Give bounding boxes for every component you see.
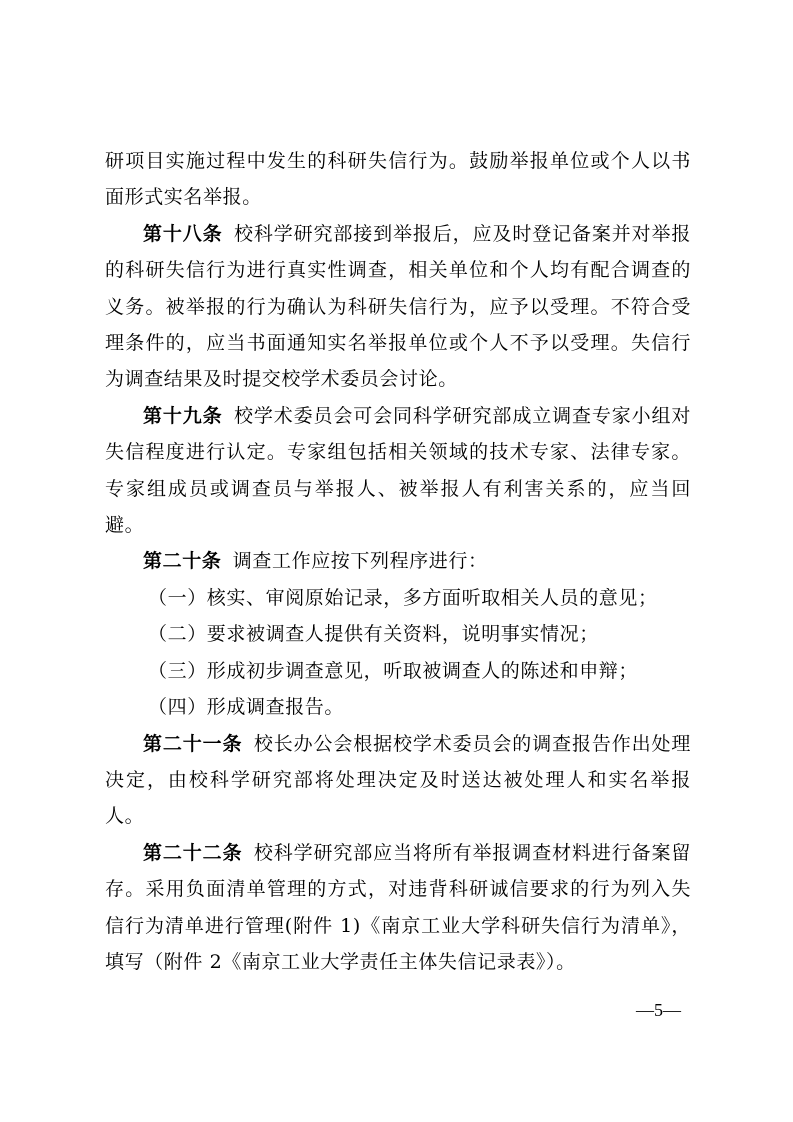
paragraph-article-18 (105, 216, 691, 398)
procedure-item: （四）形成调查报告。 (148, 696, 345, 719)
article-heading: 第十八条 (143, 222, 223, 245)
page-number: —5— (636, 1000, 681, 1020)
paragraph-article-19 (105, 398, 691, 544)
article-heading: 第十九条 (143, 404, 223, 427)
document-body (105, 143, 691, 980)
procedure-item: （一）核实、审阅原始记录，多方面听取相关人员的意见； (148, 586, 658, 609)
paragraph-text: 校科学研究部应当将所有举报调查材料进行备案留存。采用负面清单管理的方式，对违背科研诚信要求的行为列入失信行为清单进行管理(附件 1)《南京工业大学科研失信行为清单》，填写（附件 2《南京工业大学责任主体失信记录表》）。 (105, 841, 691, 973)
paragraph-text: 校长办公会根据校学术委员会的调查报告作出处理决定，由校科学研究部将处理决定及时送达被处理人和实名举报人。 (105, 732, 691, 828)
paragraph-text: 调查工作应按下列程序进行： (232, 550, 488, 573)
procedure-item: （三）形成初步调查意见，听取被调查人的陈述和申辩； (148, 659, 639, 682)
paragraph-continuation (105, 143, 691, 216)
article-heading: 第二十一条 (143, 732, 243, 755)
article-heading: 第二十二条 (143, 841, 243, 864)
paragraph-text: 校科学研究部接到举报后，应及时登记备案并对举报的科研失信行为进行真实性调查，相关单位和个人均有配合调查的义务。被举报的行为确认为科研失信行为，应予以受理。不符合受理条件的，应当书面通知实名举报单位或个人不予以受理。失信行为调查结果及时提交校学术委员会讨论。 (105, 222, 691, 391)
paragraph-text: 校学术委员会可会同科学研究部成立调查专家小组对失信程度进行认定。专家组包括相关领域的技术专家、法律专家。专家组成员或调查员与举报人、被举报人有利害关系的，应当回避。 (105, 404, 691, 537)
procedure-item: （二）要求被调查人提供有关资料，说明事实情况； (148, 623, 599, 646)
paragraph-text: 研项目实施过程中发生的科研失信行为。鼓励举报单位或个人以书面形式实名举报。 (105, 150, 691, 209)
paragraph-article-21 (105, 726, 691, 835)
paragraph-article-22 (105, 835, 691, 981)
paragraph-article-20 (105, 543, 691, 579)
article-heading: 第二十条 (143, 550, 222, 573)
